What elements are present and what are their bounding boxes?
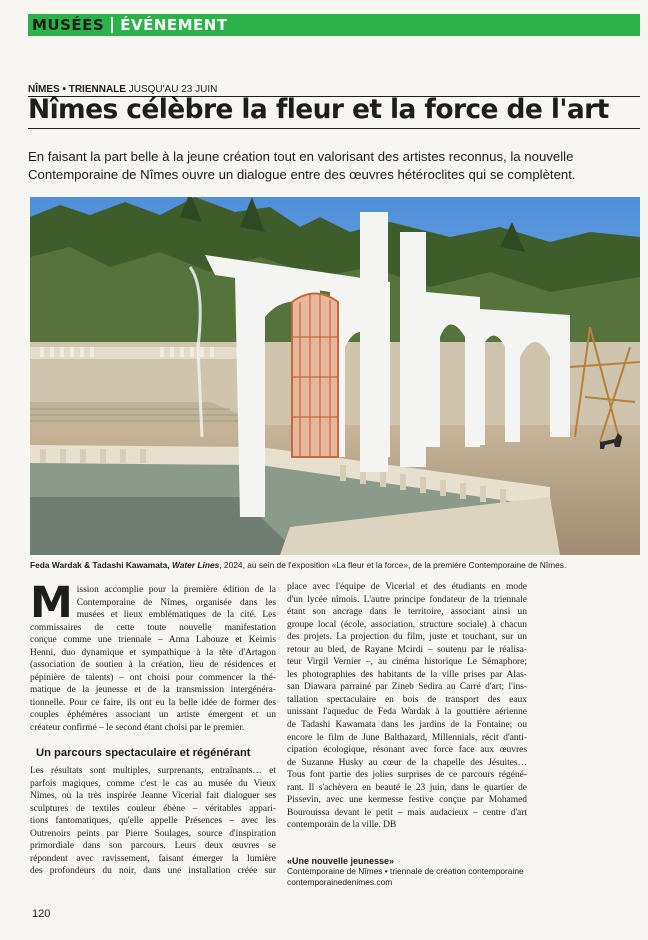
info-box xyxy=(287,856,547,888)
text-line: san Diawara parrainé par Zineb Sedira au Carré d'art; l'ins- xyxy=(287,682,527,693)
text-line: contemporain de la ville. DB xyxy=(287,820,397,831)
article-photo xyxy=(30,197,640,555)
text-line: Bourouissa devant le petit – mais audacieux – centre d'art xyxy=(287,807,527,818)
text-line: étant son ancrage dans le territoire, associant ainsi un xyxy=(287,607,527,618)
text-line: unissant l'aqueduc de Feda Wardak à la gouttière aérienne xyxy=(287,707,527,718)
section-subhead: Un parcours spectaculaire et régénérant xyxy=(36,746,251,759)
rule-bottom xyxy=(28,128,640,129)
caption-artists: Feda Wardak & Tadashi Kawamata, xyxy=(30,560,172,570)
article-column-1 xyxy=(30,578,276,878)
paragraph-3 xyxy=(287,581,527,832)
caption-rest: , 2024, au sein de l'exposition «La fleur et la force», de la première Contemporaine de Nîmes. xyxy=(219,560,567,570)
caption-work: Water Lines xyxy=(171,560,220,570)
text-line: des projets. La projection du film, juste et touchant, sur un xyxy=(287,632,527,643)
section-category: MUSÉES xyxy=(32,16,105,34)
banner-separator xyxy=(111,17,113,33)
text-line: groupe local (école, association, structure sociale) à chacun xyxy=(287,619,527,630)
paragraph-2 xyxy=(30,765,276,878)
text-line: matique de la jeunesse et de la transmission intergénéra- xyxy=(30,685,276,696)
section-banner xyxy=(28,14,640,36)
photo-caption xyxy=(30,560,640,570)
text-line: place avec l'équipe de Vicerial et des étudiants en mode xyxy=(287,582,527,592)
text-line: des profondeurs du noir, dans une installation créée sur xyxy=(30,866,276,877)
text-line: les photographies des habitants de la ville prises par Alas- xyxy=(287,669,527,680)
text-line: encore le film de June Balthazard, Millennials, récit d'anti- xyxy=(287,732,527,743)
text-line: Contemporaine de Nîmes, organisée dans les xyxy=(76,597,276,608)
text-line: tionnelle. Pour ce faire, ils ont eu la belle idée de former des xyxy=(30,697,276,708)
text-line: Henni, duo dynamique et sympathique à la tête d'Artagon xyxy=(30,647,276,658)
text-line: (association de soutien à la création, lieu de résidences et xyxy=(30,660,276,671)
text-line: teur Virgil Vernier –, au cinéma historique Le Sémaphore; xyxy=(287,657,527,668)
photo-illustration xyxy=(30,197,640,555)
page-title: Nîmes célèbre la fleur et la force de l'art xyxy=(28,94,609,125)
kicker-place: NÎMES • TRIENNALE xyxy=(28,84,126,95)
text-line: primordiale dans son parcours. Leurs deux œuvres se xyxy=(30,841,276,852)
section-event: ÉVÉNEMENT xyxy=(120,16,228,34)
page-number: 120 xyxy=(32,908,51,920)
kicker-dates: JUSQU'AU 23 JUIN xyxy=(125,84,218,95)
text-line: Outrenoirs peints par Pierre Soulages, source d'inspiration xyxy=(30,828,276,839)
text-line: tions fantomatiques, qu'elle appelle Présences – avec les xyxy=(30,816,276,827)
text-line: Pissevin, avec une kermesse festive conçue par Mohamed xyxy=(287,795,527,806)
info-line: Contemporaine de Nîmes • triennale de création contemporaine xyxy=(287,866,524,876)
info-heading: «Une nouvelle jeunesse» xyxy=(287,856,395,866)
text-line: Les résultats sont multiples, surprenants, entraînants… et xyxy=(30,766,276,777)
text-line: tallation spectaculaire en bois de transport des eaux xyxy=(287,694,527,705)
text-line: sculptures de textiles couleur ébène – véritables appari- xyxy=(30,803,276,814)
info-website: contemporainedenimes.com xyxy=(287,877,393,887)
text-line: répondent avec ravissement, faisant émerger la lumière xyxy=(30,853,276,864)
lede: En faisant la part belle à la jeune création tout en valorisant des artistes reconnus, la nouvelle Contemporaine de Nîmes ouvre un dialogue entre des œuvres hétéroclites qui se complètent. xyxy=(28,149,576,182)
text-line: de Suzanne Husky au cœur de la chapelle des Jésuites… xyxy=(287,757,527,768)
article-column-2 xyxy=(287,581,527,832)
text-line: ission accomplie pour la première édition de la xyxy=(76,585,276,595)
text-line: créateur confirmé – le second étant choisi par le premier. xyxy=(30,723,245,734)
text-line: Tous font partie des jolies surprises de ce parcours régéné- xyxy=(287,770,527,781)
text-line: pépinière de talents) – ont choisi pour commencer la thé- xyxy=(30,672,276,683)
text-line: commissaires de cette toute nouvelle manifestation xyxy=(30,622,276,633)
text-line: parfois magiques, comme c'est le cas au musée du Vieux xyxy=(30,778,276,789)
text-line: musées et lieux emblématiques de la cité. Les xyxy=(76,610,276,621)
text-line: rant. Il s'achèvera en beauté le 23 juin, dans le quartier de xyxy=(287,782,527,793)
text-line: d'un lycée nîmois. L'autre principe fondateur de la triennale xyxy=(287,594,527,605)
text-line: Nîmes, où la très inspirée Jeanne Vicerial fait dialoguer ses xyxy=(30,791,276,802)
text-line: cipation écologique, résonant avec force face aux œuvres xyxy=(287,745,527,756)
text-line: conçue comme une triennale – Anna Labouze et Keimis xyxy=(30,635,276,646)
text-line: retour au bled, de Rayane Mcirdi – soutenu par le réalisa- xyxy=(287,644,527,655)
text-line: couples éphémères associant un artiste émergent et un xyxy=(30,710,276,721)
text-line: de Tadashi Kawamata dans les jardins de la Fontaine; ou xyxy=(287,720,527,731)
drop-cap: M xyxy=(30,578,73,628)
